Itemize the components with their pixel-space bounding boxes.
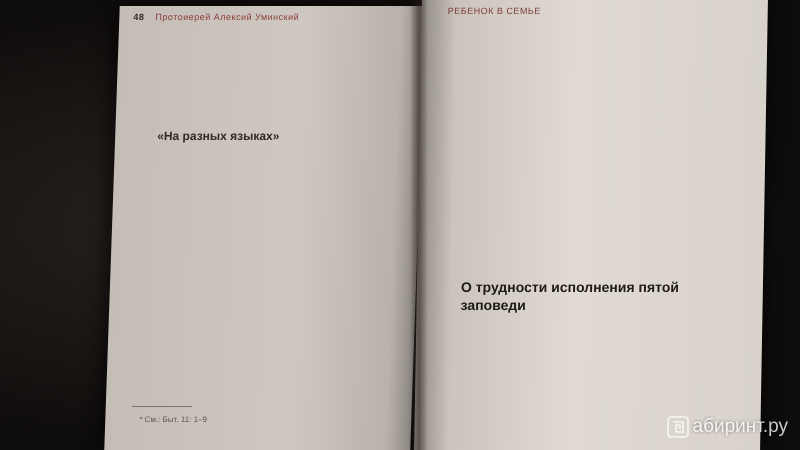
left-page: [104, 6, 426, 450]
page-number: 48: [133, 12, 145, 22]
running-head-author: Протоиерей Алексий Уминский: [155, 12, 300, 22]
left-running-head: [133, 12, 299, 22]
watermark: [667, 416, 788, 438]
section-heading-right-line-1: О трудности исполнения пятой: [460, 279, 680, 295]
footnote-rule: [132, 406, 192, 407]
watermark-text: абиринт.ру: [692, 416, 788, 437]
section-heading-right-line-2: заповеди: [460, 297, 527, 313]
section-heading-left: «На разных языках»: [156, 129, 280, 143]
labirint-logo-icon: [667, 416, 689, 438]
book-gutter: [410, 0, 428, 450]
right-running-head: РЕБЕНОК В СЕМЬЕ: [447, 6, 541, 16]
footnote: * См.: Быт. 11: 1–9: [139, 415, 208, 424]
right-page: [414, 0, 768, 450]
